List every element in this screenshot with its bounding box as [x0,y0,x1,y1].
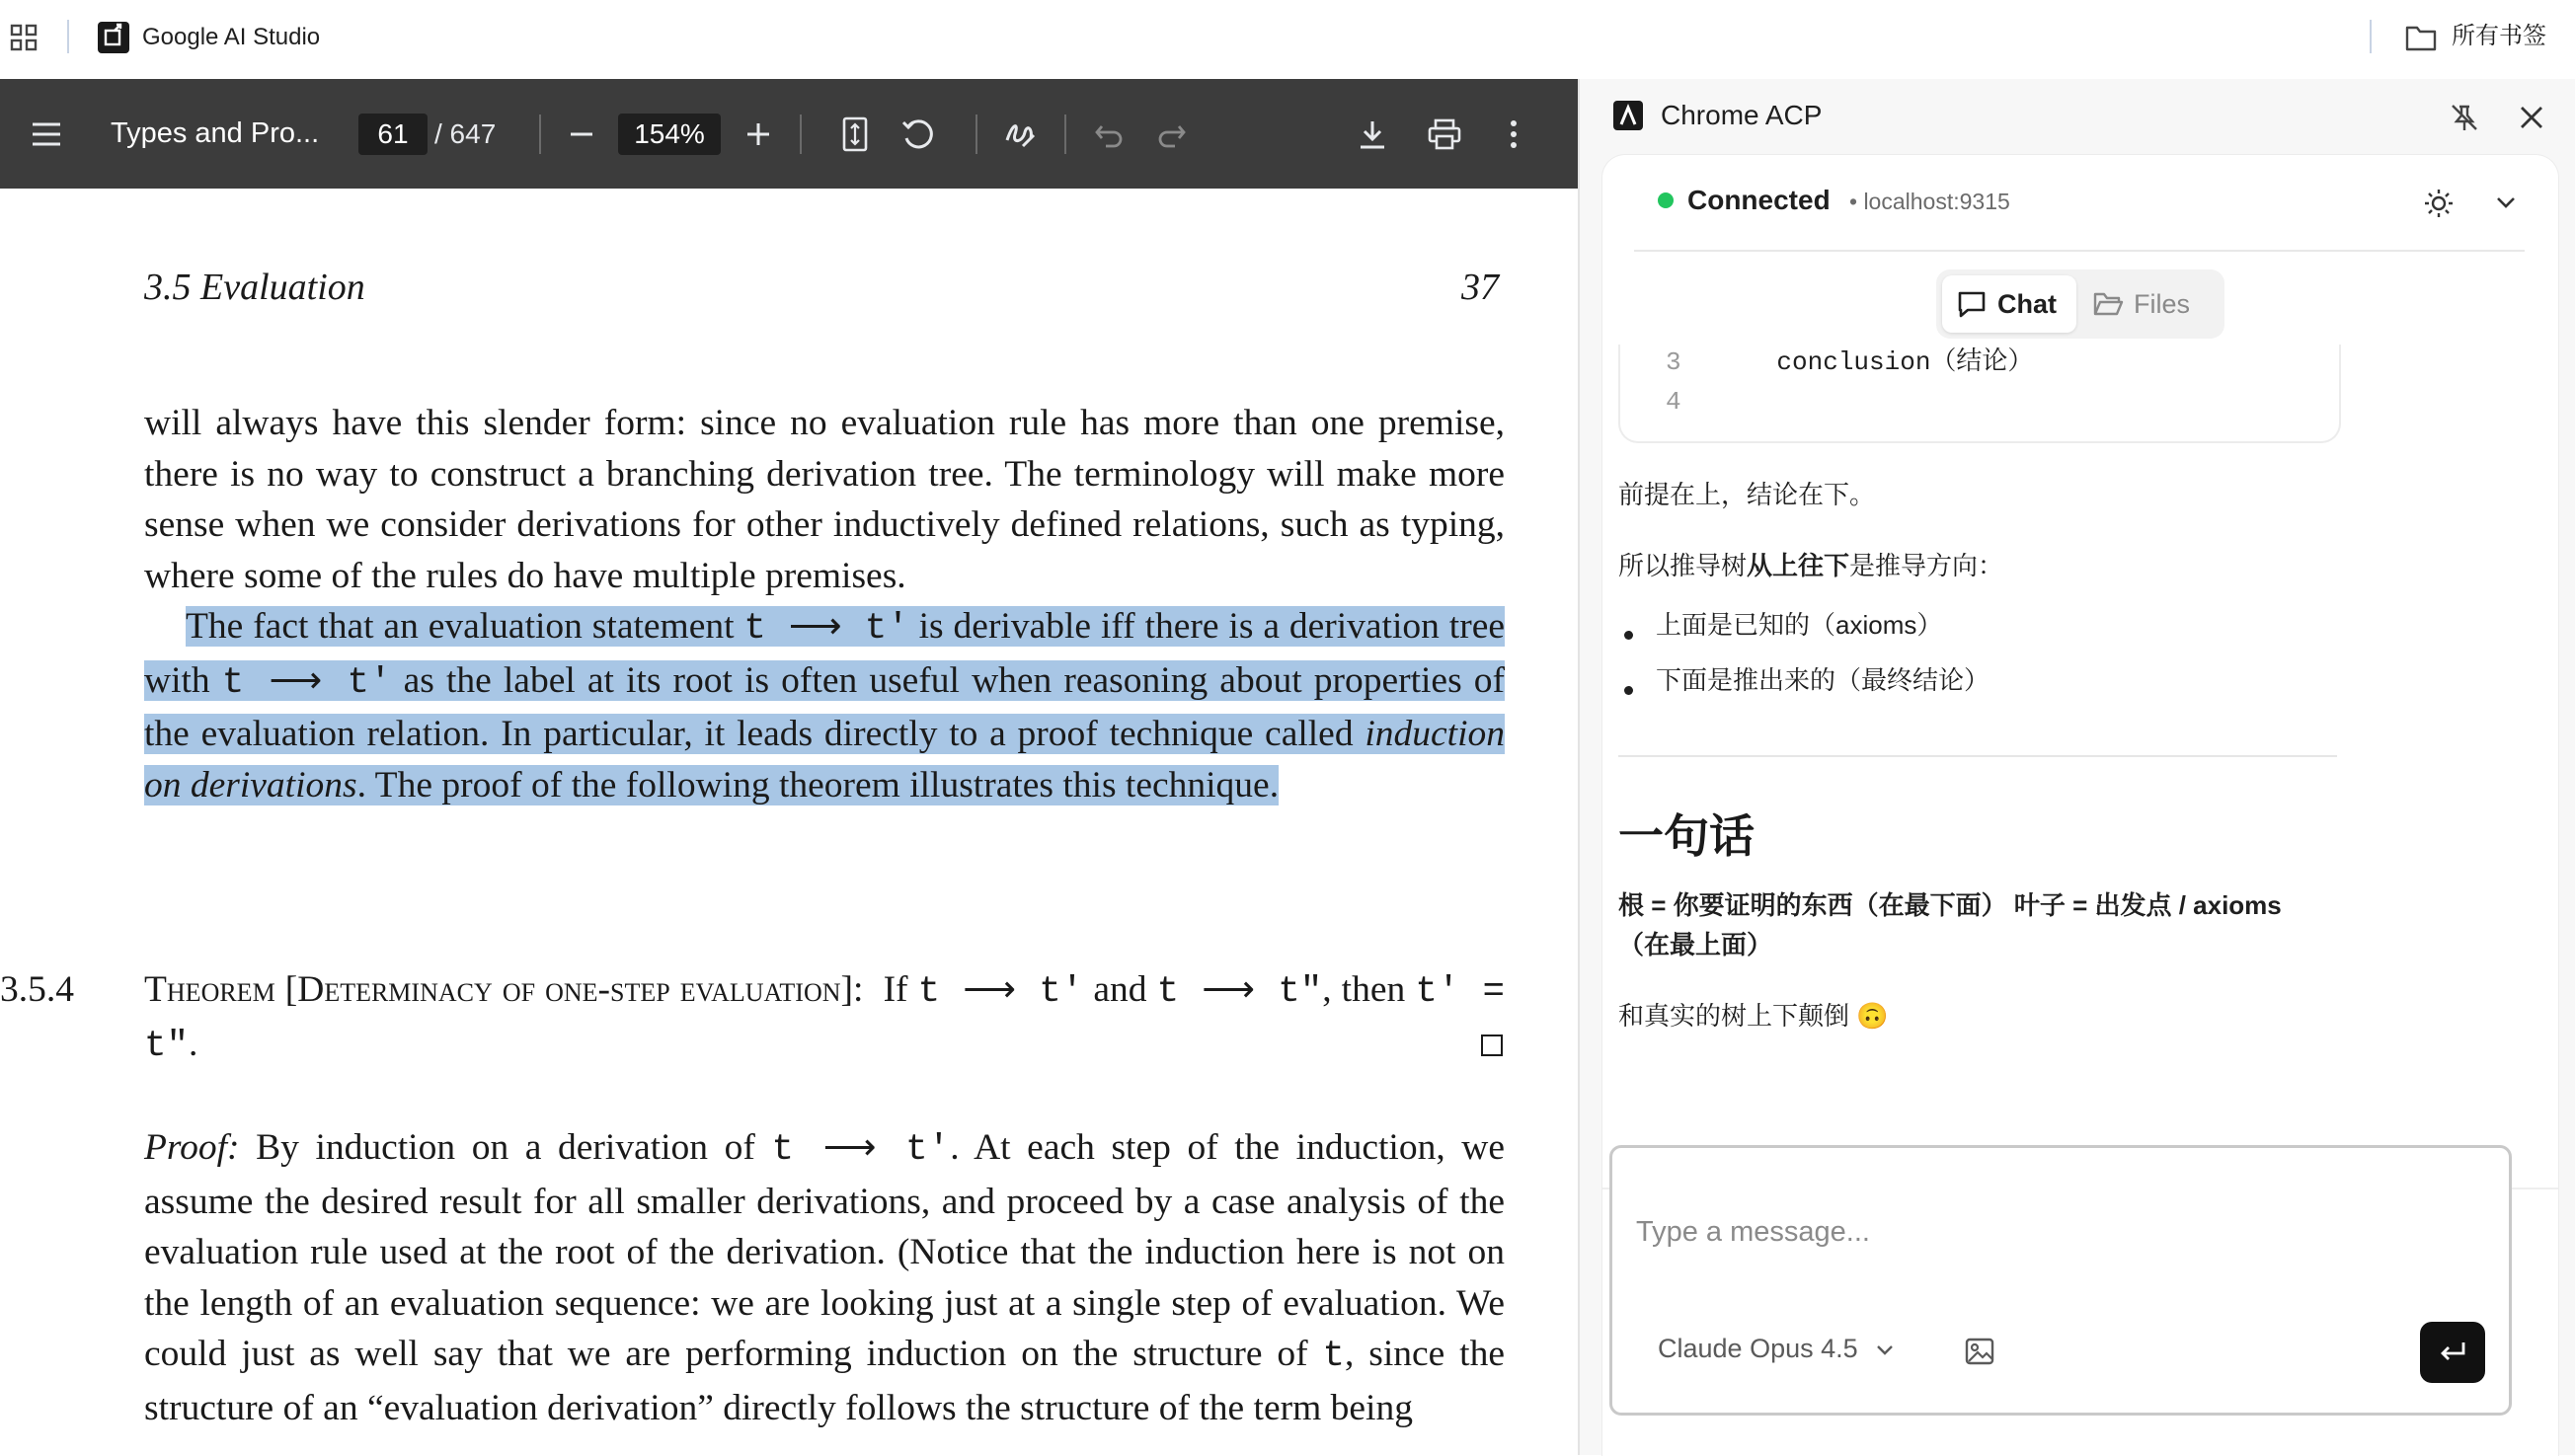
formula: t′ = t″ [144,971,1506,1067]
text-run: 是推导方向： [1849,551,2004,580]
toolbar-separator [539,115,541,154]
redo-icon[interactable] [1157,120,1187,148]
line-number: 3 [1666,347,1681,377]
model-selector[interactable] [1658,1330,1895,1367]
bold-text: 从上往下 [1747,551,1850,580]
image-attach-icon[interactable] [1965,1338,1994,1365]
summary-line: （在最上面） [1618,930,1773,959]
list-item: 上面是已知的（axioms） [1656,610,1943,640]
paragraph-1: will always have this slender form: since no evaluation rule has more than one premise, there is no way to construct a branching derivation tree. The terminology will make more sense when we consider derivations for other inductively defined relations, such as typing, where some of the rules do have multiple premises. [144,403,1505,596]
text-run: and [1083,969,1157,1010]
text-run: , then [1322,969,1416,1010]
zoom-level-input[interactable]: 154% [618,114,721,155]
menu-icon[interactable] [30,119,63,149]
draw-annotation-icon[interactable] [1003,118,1037,150]
formula: t ⟶ t′ [917,971,1084,1013]
paragraph-2-selected[interactable] [144,601,1505,810]
proof-paragraph [144,1122,1505,1433]
tab-chat[interactable] [1942,275,2076,333]
pdf-viewer [0,79,1578,1455]
message-input[interactable] [1636,1207,2465,1257]
page-number-label: 37 [1461,267,1499,308]
tab-bar [1936,269,2224,339]
folder-open-icon [2092,290,2124,318]
close-icon[interactable] [2519,105,2544,130]
more-options-icon[interactable] [1508,118,1520,150]
folder-icon [2405,24,2437,51]
print-icon[interactable] [1428,118,1461,150]
zoom-in-icon[interactable] [745,121,771,147]
text-run: . At each step of the induction, we assume the desired result for all smaller derivations, and proceed by a case analysis of the evaluation rule used at the root of the derivation. (Notice that the induction here is not on the length of an evaluation sequence: we are looking just at a single step of evaluation. We could just as well say that we are performing induction on the structure of [144,1127,1506,1374]
message-composer [1609,1145,2512,1416]
pdf-toolbar [0,79,1578,189]
emphasis: induction on derivations [144,714,1505,805]
divider [1634,250,2525,252]
model-name: Claude Opus 4.5 [1658,1334,1858,1363]
divider [1618,755,2337,757]
formula: t ⟶ t′ [771,1129,951,1171]
code-line [1666,345,1681,380]
theorem-statement [144,964,1505,1072]
bullet-icon [1624,686,1633,695]
document-title: Types and Pro... [111,117,320,149]
running-head: 3.5 Evaluation [144,267,365,308]
chat-bubble-icon [1956,289,1988,319]
toolbar-separator [1064,115,1066,154]
undo-icon[interactable] [1094,120,1124,148]
qed-box-icon [1481,1035,1503,1056]
google-ai-studio-favicon-icon [98,22,129,53]
bookmark-google-ai-studio[interactable]: Google AI Studio [142,24,321,50]
upside-down-face-emoji: 🙃 [1856,1001,1889,1031]
text-run: . [189,1023,198,1064]
zoom-out-icon[interactable] [569,122,594,146]
tab-files[interactable] [2082,275,2217,333]
formula: t ⟶ t′ [743,608,909,650]
connection-host: • localhost:9315 [1849,189,2010,214]
theorem-number: 3.5.4 [0,969,74,1010]
formula: t [1322,1336,1345,1377]
toolbar-separator [800,115,802,154]
message-text [1618,546,2003,585]
code-line [1666,384,1681,420]
bookmarks-separator [67,20,69,53]
chevron-down-icon[interactable] [2495,194,2517,210]
message-heading: 一句话 [1618,810,1755,862]
proof-label: Proof: [144,1127,240,1168]
text-run: If [883,969,918,1010]
tab-files-label: Files [2134,288,2191,319]
formula: t ⟶ t″ [1156,971,1323,1013]
code-block [1618,345,2341,443]
text-run: . The proof of the following theorem illustrates this technique. [356,764,1280,805]
text-run: is derivable iff there is a derivation tree with [144,606,1505,701]
fit-page-icon[interactable] [842,116,868,152]
text-run: , since the structure of an “evaluation derivation” directly follows the structure of the term being [144,1334,1505,1428]
text-run: 和真实的树上下颠倒 [1618,1001,1857,1031]
page-number-input[interactable]: 61 [358,114,428,155]
pdf-page-content [0,189,1578,1455]
code-text: conclusion（结论） [1715,347,2034,377]
message-text: 前提在上，结论在下。 [1618,480,1876,509]
text-run: The fact that an evaluation statement [186,606,744,647]
theorem-label: Theorem [Determinacy of one-step evaluation]: [144,969,864,1010]
chat-messages [1602,345,2558,1105]
side-panel [1580,79,2575,1455]
panel-title: Chrome ACP [1661,100,1823,130]
rotate-icon[interactable] [900,116,936,152]
text-run: 所以推导树 [1618,551,1748,580]
apps-grid-icon[interactable] [10,24,38,51]
all-bookmarks-button[interactable]: 所有书签 [2452,23,2546,49]
bullet-icon [1624,631,1633,640]
send-button[interactable] [2420,1322,2485,1383]
connection-status: Connected [1687,185,1831,215]
text-run: By induction on a derivation of [239,1127,772,1168]
connection-status-dot [1658,192,1674,208]
tab-chat-label: Chat [1997,288,2057,319]
line-number: 4 [1666,387,1681,417]
bookmarks-bar [0,0,2575,74]
message-text [1618,996,1889,1035]
download-icon[interactable] [1358,118,1387,150]
theme-sun-icon[interactable] [2424,189,2454,218]
enter-arrow-icon [2438,1340,2467,1365]
chrome-acp-logo-icon [1613,101,1643,130]
unpin-icon[interactable] [2450,103,2479,132]
text-run: as the label at its root is often useful when reasoning about properties of the evaluation relation. In particular, it leads directly to a proof technique called [144,659,1506,754]
summary-line: 根 = 你要证明的东西（在最下面） 叶子 = 出发点 / axioms [1618,890,2282,920]
formula: t ⟶ t′ [221,661,392,704]
page-total: / 647 [434,118,497,149]
list-item: 下面是推出来的（最终结论） [1656,665,1990,695]
chevron-down-icon [1875,1343,1895,1357]
bookmarks-separator-right [2370,20,2372,53]
toolbar-separator [975,115,977,154]
